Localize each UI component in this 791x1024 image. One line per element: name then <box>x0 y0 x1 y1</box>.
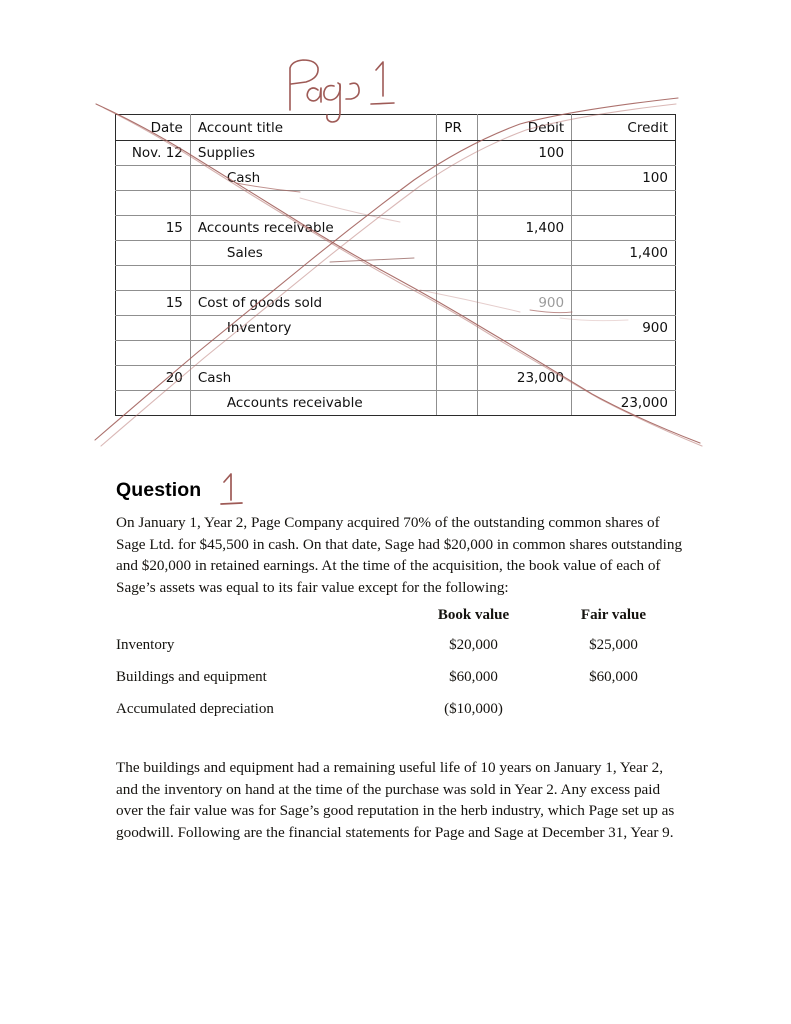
column-header-debit: Debit <box>478 115 572 141</box>
journal-cell-pr <box>437 316 478 341</box>
journal-header-row <box>116 115 676 141</box>
journal-cell-date <box>116 191 191 216</box>
value-column-header-book-value: Book value <box>437 606 510 623</box>
journal-cell-credit <box>572 291 676 316</box>
journal-cell-date: 15 <box>116 216 191 241</box>
journal-cell-date <box>116 316 191 341</box>
journal-cell-debit <box>478 341 572 366</box>
journal-cell-account: Cash <box>190 166 436 191</box>
book-fair-value-table <box>116 601 681 725</box>
value-row-label: Accumulated depreciation <box>116 700 274 717</box>
journal-cell-account: Inventory <box>190 316 436 341</box>
journal-cell-date <box>116 166 191 191</box>
journal-cell-pr <box>437 291 478 316</box>
column-header-account-title: Account title <box>190 115 436 141</box>
value-table-head <box>116 601 681 629</box>
journal-cell-debit: 23,000 <box>478 366 572 391</box>
value-table-body <box>116 629 681 725</box>
journal-cell-debit <box>478 241 572 266</box>
column-header-pr: PR <box>437 115 478 141</box>
journal-cell-account: Cost of goods sold <box>190 291 436 316</box>
column-header-credit: Credit <box>572 115 676 141</box>
journal-cell-debit: 900 <box>478 291 572 316</box>
journal-cell-pr <box>437 266 478 291</box>
journal-cell-pr <box>437 216 478 241</box>
value-table-header-row <box>116 601 681 629</box>
journal-cell-date: 20 <box>116 366 191 391</box>
value-row-fair-value <box>546 693 681 725</box>
journal-cell-account: Accounts receivable <box>190 216 436 241</box>
journal-cell-debit <box>478 191 572 216</box>
journal-row <box>116 291 676 316</box>
journal-cell-pr <box>437 241 478 266</box>
value-table-row <box>116 629 681 661</box>
journal-row <box>116 391 676 416</box>
journal-cell-account: Accounts receivable <box>190 391 436 416</box>
journal-cell-credit <box>572 366 676 391</box>
journal-cell-credit: 100 <box>572 166 676 191</box>
journal-cell-date: 15 <box>116 291 191 316</box>
journal-cell-credit: 23,000 <box>572 391 676 416</box>
journal-cell-account <box>190 191 436 216</box>
value-table-row <box>116 661 681 693</box>
value-row-fair-value: $25,000 <box>589 636 638 653</box>
journal-row <box>116 266 676 291</box>
journal-cell-account <box>190 341 436 366</box>
journal-cell-pr <box>437 366 478 391</box>
handwritten-page-label <box>290 60 394 122</box>
value-table-row <box>116 693 681 725</box>
value-column-header-label <box>116 601 401 629</box>
journal-table-body <box>116 115 676 416</box>
journal-cell-account: Cash <box>190 366 436 391</box>
journal-cell-credit: 900 <box>572 316 676 341</box>
journal-cell-credit <box>572 341 676 366</box>
journal-row <box>116 241 676 266</box>
journal-cell-credit <box>572 266 676 291</box>
journal-cell-credit <box>572 191 676 216</box>
value-row-book-value: $20,000 <box>449 636 498 653</box>
journal-cell-pr <box>437 341 478 366</box>
journal-cell-date <box>116 341 191 366</box>
journal-cell-date <box>116 391 191 416</box>
journal-cell-debit: 1,400 <box>478 216 572 241</box>
journal-cell-account <box>190 266 436 291</box>
column-header-date: Date <box>116 115 191 141</box>
journal-cell-date <box>116 241 191 266</box>
journal-row <box>116 366 676 391</box>
value-row-book-value: ($10,000) <box>444 700 503 717</box>
journal-cell-credit <box>572 216 676 241</box>
journal-cell-pr <box>437 166 478 191</box>
journal-cell-debit <box>478 316 572 341</box>
journal-cell-date: Nov. 12 <box>116 141 191 166</box>
journal-cell-debit: 100 <box>478 141 572 166</box>
journal-cell-debit <box>478 266 572 291</box>
journal-row <box>116 341 676 366</box>
journal-cell-debit <box>478 166 572 191</box>
journal-cell-credit <box>572 141 676 166</box>
journal-row <box>116 216 676 241</box>
intro-paragraph: On January 1, Year 2, Page Company acquired 70% of the outstanding common shares of Sage Ltd. for $45,500 in cash. On that date, Sage had $20,000 in common shares outstanding and $20,000 in retained earnings. At the time of the acquisition, the book value of each of Sage’s assets was equal to its fair value except for the following: <box>116 514 683 596</box>
question-heading: Question <box>116 479 202 501</box>
value-row-label: Buildings and equipment <box>116 668 267 685</box>
journal-cell-debit <box>478 391 572 416</box>
journal-cell-date <box>116 266 191 291</box>
handwritten-question-number <box>221 474 242 504</box>
value-row-book-value: $60,000 <box>449 668 498 685</box>
journal-row <box>116 166 676 191</box>
journal-cell-pr <box>437 141 478 166</box>
journal-cell-pr <box>437 391 478 416</box>
closing-paragraph: The buildings and equipment had a remaining useful life of 10 years on January 1, Year 2, and the inventory on hand at the time of the purchase was sold in Year 2. Any excess paid over the fair value was for Sage’s good reputation in the herb industry, which Page set up as goodwill. Following are the financial statements for Page and Sage at December 31, Year 9. <box>116 759 675 841</box>
journal-row <box>116 316 676 341</box>
journal-cell-account: Supplies <box>190 141 436 166</box>
value-row-fair-value: $60,000 <box>589 668 638 685</box>
journal-row <box>116 141 676 166</box>
journal-cell-account: Sales <box>190 241 436 266</box>
journal-cell-credit: 1,400 <box>572 241 676 266</box>
journal-row <box>116 191 676 216</box>
journal-entry-table <box>115 114 676 416</box>
value-column-header-fair-value: Fair value <box>580 606 647 623</box>
value-row-label: Inventory <box>116 636 175 653</box>
journal-cell-pr <box>437 191 478 216</box>
